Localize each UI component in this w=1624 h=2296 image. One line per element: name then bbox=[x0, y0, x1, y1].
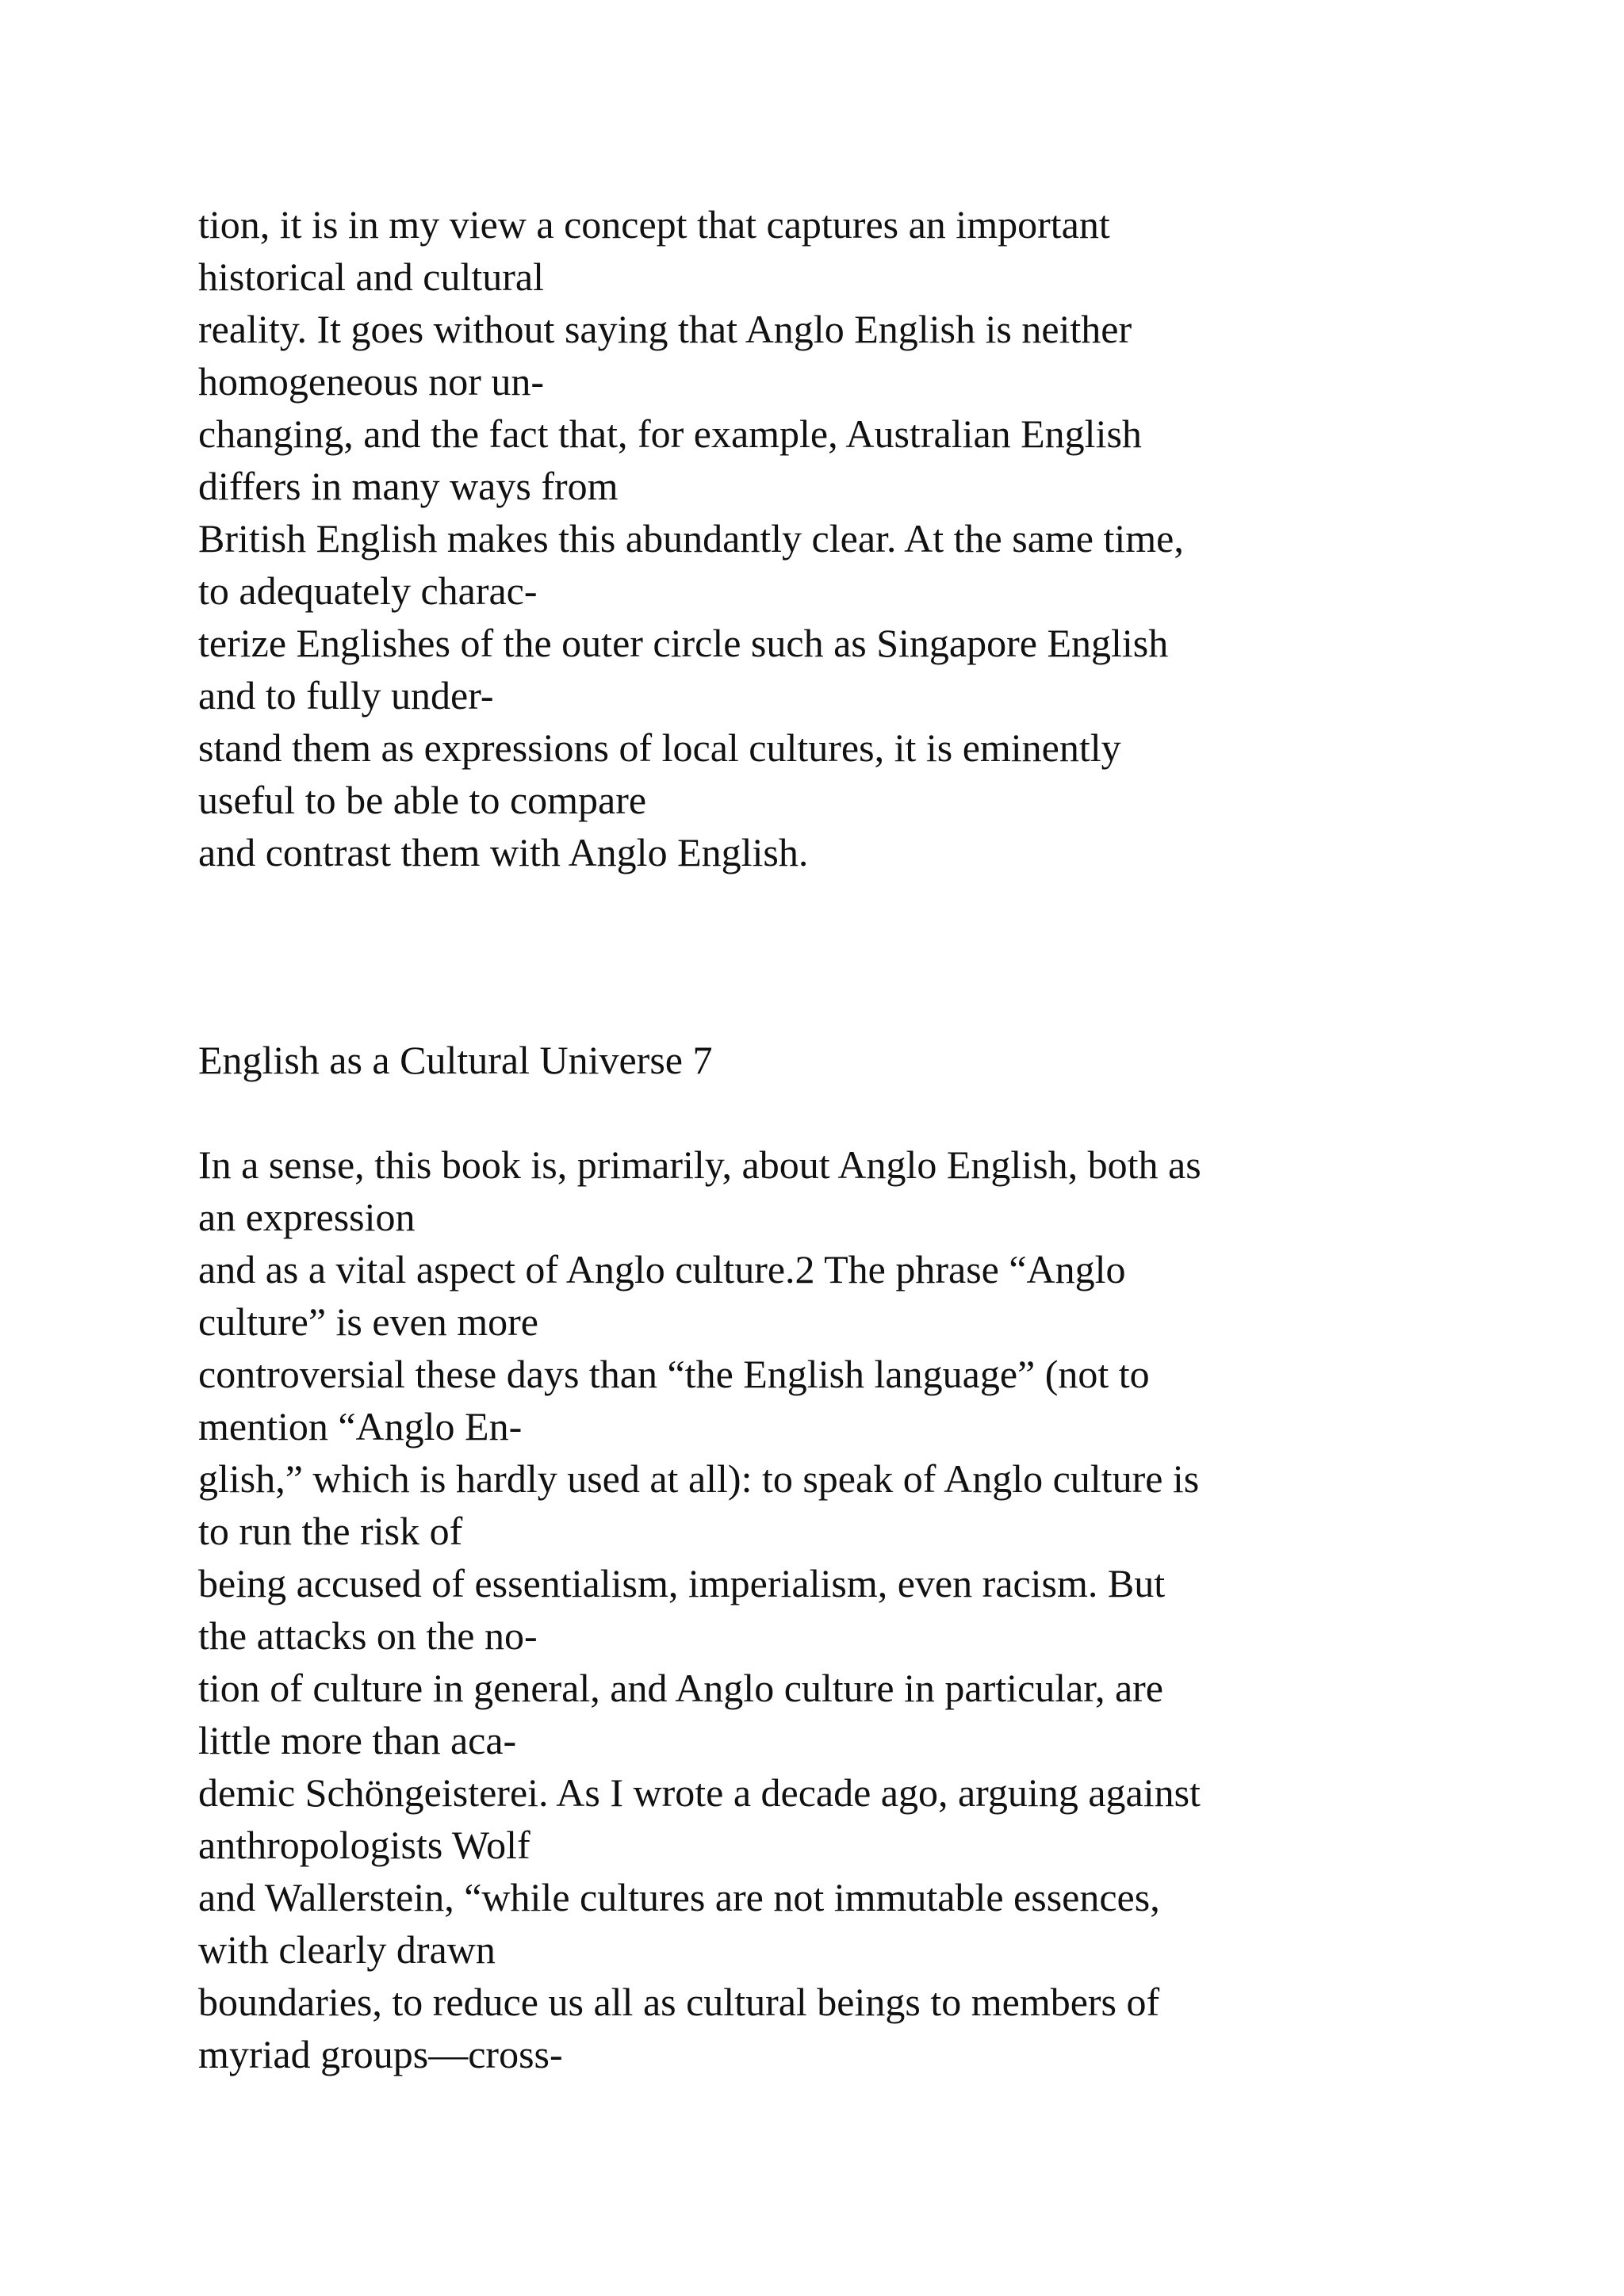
text-line: reality. It goes without saying that Anglo English is neither bbox=[198, 307, 1132, 351]
running-header bbox=[198, 1034, 1594, 1086]
text-line: and contrast them with Anglo English. bbox=[198, 830, 809, 874]
text-line: myriad groups—cross- bbox=[198, 2032, 563, 2076]
text-line: the attacks on the no- bbox=[198, 1613, 538, 1658]
text-line: being accused of essentialism, imperialism, even racism. But bbox=[198, 1561, 1166, 1605]
text-line: British English makes this abundantly clear. At the same time, bbox=[198, 516, 1184, 561]
text-line: and as a vital aspect of Anglo culture.2 The phrase “Anglo bbox=[198, 1247, 1126, 1292]
paragraph-2 bbox=[198, 1138, 1594, 2080]
text-line: with clearly drawn bbox=[198, 1927, 496, 1972]
text-line: little more than aca- bbox=[198, 1718, 517, 1762]
text-line: controversial these days than “the English language” (not to bbox=[198, 1352, 1150, 1396]
text-line: glish,” which is hardly used at all): to speak of Anglo culture is bbox=[198, 1456, 1200, 1501]
text-line: and to fully under- bbox=[198, 673, 494, 718]
text-line: mention “Anglo En- bbox=[198, 1404, 523, 1448]
text-line: tion, it is in my view a concept that captures an important bbox=[198, 202, 1110, 247]
text-line: and Wallerstein, “while cultures are not immutable essences, bbox=[198, 1875, 1160, 1919]
text-line: anthropologists Wolf bbox=[198, 1823, 530, 1867]
text-line: an expression bbox=[198, 1195, 416, 1239]
text-line: tion of culture in general, and Anglo culture in particular, are bbox=[198, 1666, 1163, 1710]
paragraph-1 bbox=[198, 198, 1594, 878]
text-line: boundaries, to reduce us all as cultural beings to members of bbox=[198, 1980, 1160, 2024]
text-line: to run the risk of bbox=[198, 1509, 463, 1553]
text-line: homogeneous nor un- bbox=[198, 359, 545, 404]
text-line: historical and cultural bbox=[198, 254, 544, 299]
text-line: culture” is even more bbox=[198, 1299, 538, 1344]
text-line: stand them as expressions of local cultures, it is eminently bbox=[198, 725, 1121, 770]
text-line: useful to be able to compare bbox=[198, 778, 647, 822]
text-line: terize Englishes of the outer circle such as Singapore English bbox=[198, 621, 1169, 665]
text-line: differs in many ways from bbox=[198, 464, 619, 508]
text-line: demic Schöngeisterei. As I wrote a decade ago, arguing against bbox=[198, 1770, 1201, 1815]
text-line: changing, and the fact that, for example, Australian English bbox=[198, 411, 1142, 456]
text-line: In a sense, this book is, primarily, about Anglo English, both as bbox=[198, 1142, 1201, 1187]
text-line: to adequately charac- bbox=[198, 568, 538, 613]
text-line: English as a Cultural Universe 7 bbox=[198, 1038, 713, 1082]
